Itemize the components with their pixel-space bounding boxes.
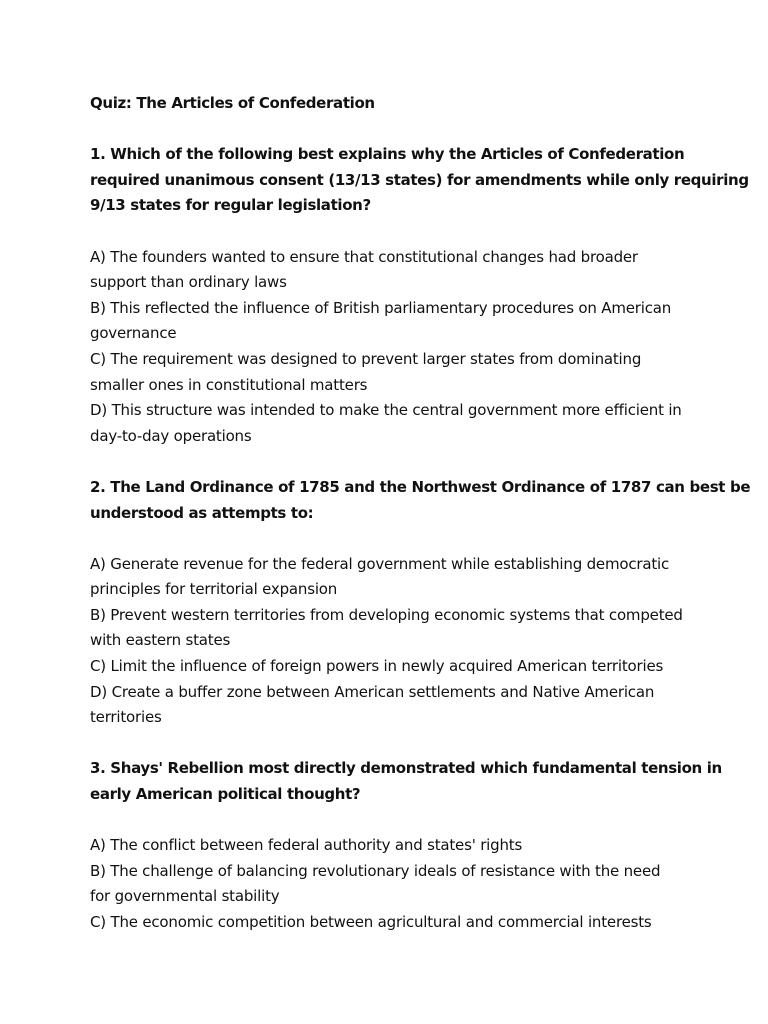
question-block: [90, 475, 751, 731]
question-text: 2. The Land Ordinance of 1785 and the Northwest Ordinance of 1787 can best be: [90, 477, 751, 496]
answer-option: C) The economic competition between agricultural and commercial interests: [90, 913, 652, 931]
question-text: understood as attempts to:: [90, 503, 314, 522]
answer-option: D) Create a buffer zone between American settlements and Native American: [90, 682, 655, 701]
answer-option: A) Generate revenue for the federal government while establishing democratic: [90, 554, 670, 573]
question-text: early American political thought?: [90, 785, 361, 804]
answer-option: day-to-day operations: [90, 426, 252, 445]
answer-option: B) Prevent western territories from developing economic systems that competed: [90, 605, 683, 624]
answer-option: governance: [90, 324, 177, 343]
answer-option: A) The conflict between federal authority and states' rights: [90, 836, 523, 855]
answer-option: support than ordinary laws: [90, 273, 287, 292]
answer-option: with eastern states: [90, 631, 231, 650]
spacer: [90, 526, 690, 552]
question-text: 1. Which of the following best explains why the Articles of Confederation: [90, 145, 685, 164]
answer-option: D) This structure was intended to make the central government more efficient in: [90, 401, 682, 420]
spacer: [90, 449, 690, 475]
question-text: 9/13 states for regular legislation?: [90, 196, 371, 215]
question-text: 3. Shays' Rebellion most directly demonstrated which fundamental tension in: [90, 759, 722, 778]
answer-option: for governmental stability: [90, 887, 280, 906]
answer-option: C) Limit the influence of foreign powers in newly acquired American territories: [90, 657, 664, 676]
answer-option: A) The founders wanted to ensure that constitutional changes had broader: [90, 247, 638, 266]
quiz-document: [90, 91, 751, 936]
answer-option: B) The challenge of balancing revolutionary ideals of resistance with the need: [90, 861, 661, 880]
question-block: [90, 142, 749, 449]
answer-option: C) The requirement was designed to prevent larger states from dominating: [90, 349, 642, 368]
spacer: [90, 731, 690, 757]
answer-option: B) This reflected the influence of British parliamentary procedures on American: [90, 298, 672, 317]
spacer: [90, 117, 690, 143]
spacer: [90, 808, 690, 834]
answer-option: smaller ones in constitutional matters: [90, 375, 368, 394]
question-block: [90, 756, 722, 935]
answer-option: principles for territorial expansion: [90, 580, 338, 599]
spacer: [90, 219, 690, 245]
question-text: required unanimous consent (13/13 states) for amendments while only requiring: [90, 170, 749, 189]
quiz-title: Quiz: The Articles of Confederation: [90, 94, 375, 112]
answer-option: territories: [90, 708, 162, 727]
